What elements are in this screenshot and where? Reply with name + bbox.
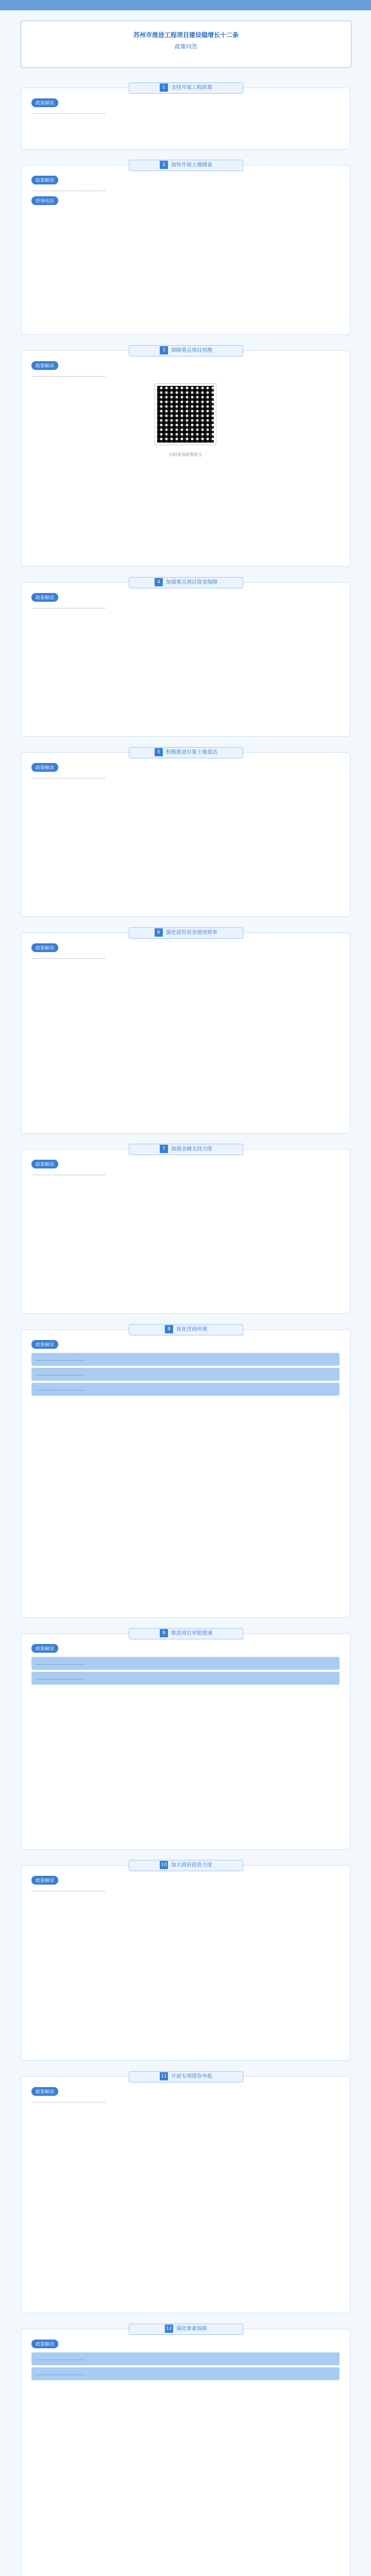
highlight-box: ……………………………… bbox=[31, 1383, 340, 1396]
policy-tag: 政策解读 bbox=[31, 1876, 58, 1885]
policy-tag: 政策解读 bbox=[31, 2340, 58, 2348]
section-title-12: 12 强化要素保障 bbox=[129, 2324, 243, 2335]
page-subtitle: 政策问答 bbox=[175, 43, 197, 50]
section-title-10: 10 加大政府投资力度 bbox=[129, 1860, 243, 1871]
section-title-11: 11 开展专项债券申报 bbox=[129, 2071, 243, 2082]
policy-tag: 政策解读 bbox=[31, 1340, 58, 1349]
policy-tag: 政策解读 bbox=[31, 593, 58, 602]
hero-banner bbox=[21, 21, 351, 68]
policy-tag: 政策解读 bbox=[31, 176, 58, 184]
section-card-3 bbox=[21, 350, 350, 567]
highlight-box: ……………………………… bbox=[31, 1672, 340, 1685]
policy-tag: 政策解读 bbox=[31, 361, 58, 370]
section-text: ……………………………………………… bbox=[31, 1172, 106, 1176]
section-card-2 bbox=[21, 165, 350, 335]
section-text: ……………………………………………… bbox=[31, 2099, 106, 2104]
highlight-box: ……………………………… bbox=[31, 1657, 340, 1670]
policy-tag: 政策解读 bbox=[31, 1160, 58, 1168]
highlight-box: ……………………………… bbox=[31, 2367, 340, 2380]
section-card-5 bbox=[21, 752, 350, 917]
policy-tag: 政策解读 bbox=[31, 2087, 58, 2096]
policy-tag: 政策解读 bbox=[31, 763, 58, 772]
section-card-4 bbox=[21, 582, 350, 737]
section-text: ……………………………………………… bbox=[31, 775, 106, 779]
section-text: ……………………………………………… bbox=[31, 373, 106, 378]
policy-tag: 政策解读 bbox=[31, 98, 58, 107]
section-card-6 bbox=[21, 933, 350, 1133]
section-title-8: 8 优化营商环境 bbox=[129, 1324, 243, 1335]
section-card-9 bbox=[21, 1633, 350, 1850]
section-card-10 bbox=[21, 1865, 350, 2061]
section-title-7: 7 加强金融支持力度 bbox=[129, 1144, 243, 1155]
section-title-1: 1 支持开展工程政策 bbox=[129, 82, 243, 94]
section-title-3: 3 保障重点项目用地 bbox=[129, 345, 243, 357]
section-text: ……………………………………………… bbox=[31, 1888, 106, 1892]
section-text: ……………………………………………… bbox=[31, 188, 106, 192]
contact-tag: 咨询电话 bbox=[31, 196, 58, 205]
section-card-7 bbox=[21, 1149, 350, 1314]
section-card-11 bbox=[21, 2076, 350, 2313]
section-title-9: 9 推进项目审批提速 bbox=[129, 1628, 243, 1639]
top-band bbox=[0, 0, 371, 10]
section-title-2: 2 加快开展土地储备 bbox=[129, 160, 243, 171]
highlight-box: ……………………………… bbox=[31, 1368, 340, 1381]
qr-caption: 扫码查看政策原文 bbox=[169, 452, 202, 457]
policy-tag: 政策解读 bbox=[31, 1644, 58, 1653]
section-card-8 bbox=[21, 1329, 350, 1618]
section-title-5: 5 积极推进存量土地盘活 bbox=[129, 747, 243, 758]
section-title-6: 6 强化债券资金使用效率 bbox=[129, 927, 243, 939]
highlight-box: ……………………………… bbox=[31, 1353, 340, 1366]
policy-tag: 政策解读 bbox=[31, 943, 58, 952]
section-text: ……………………………………………… bbox=[31, 955, 106, 960]
section-title-4: 4 加强重点项目资金保障 bbox=[129, 577, 243, 588]
section-card-12 bbox=[21, 2329, 350, 2576]
page-title: 苏州市推进工程项目建设稳增长十二条 bbox=[133, 31, 239, 39]
highlight-box: ……………………………… bbox=[31, 2352, 340, 2365]
section-card-1 bbox=[21, 88, 350, 149]
section-text: ……………………………………………… bbox=[31, 110, 106, 115]
section-text: ……………………………………………… bbox=[31, 605, 106, 609]
qr-code[interactable] bbox=[155, 384, 216, 445]
